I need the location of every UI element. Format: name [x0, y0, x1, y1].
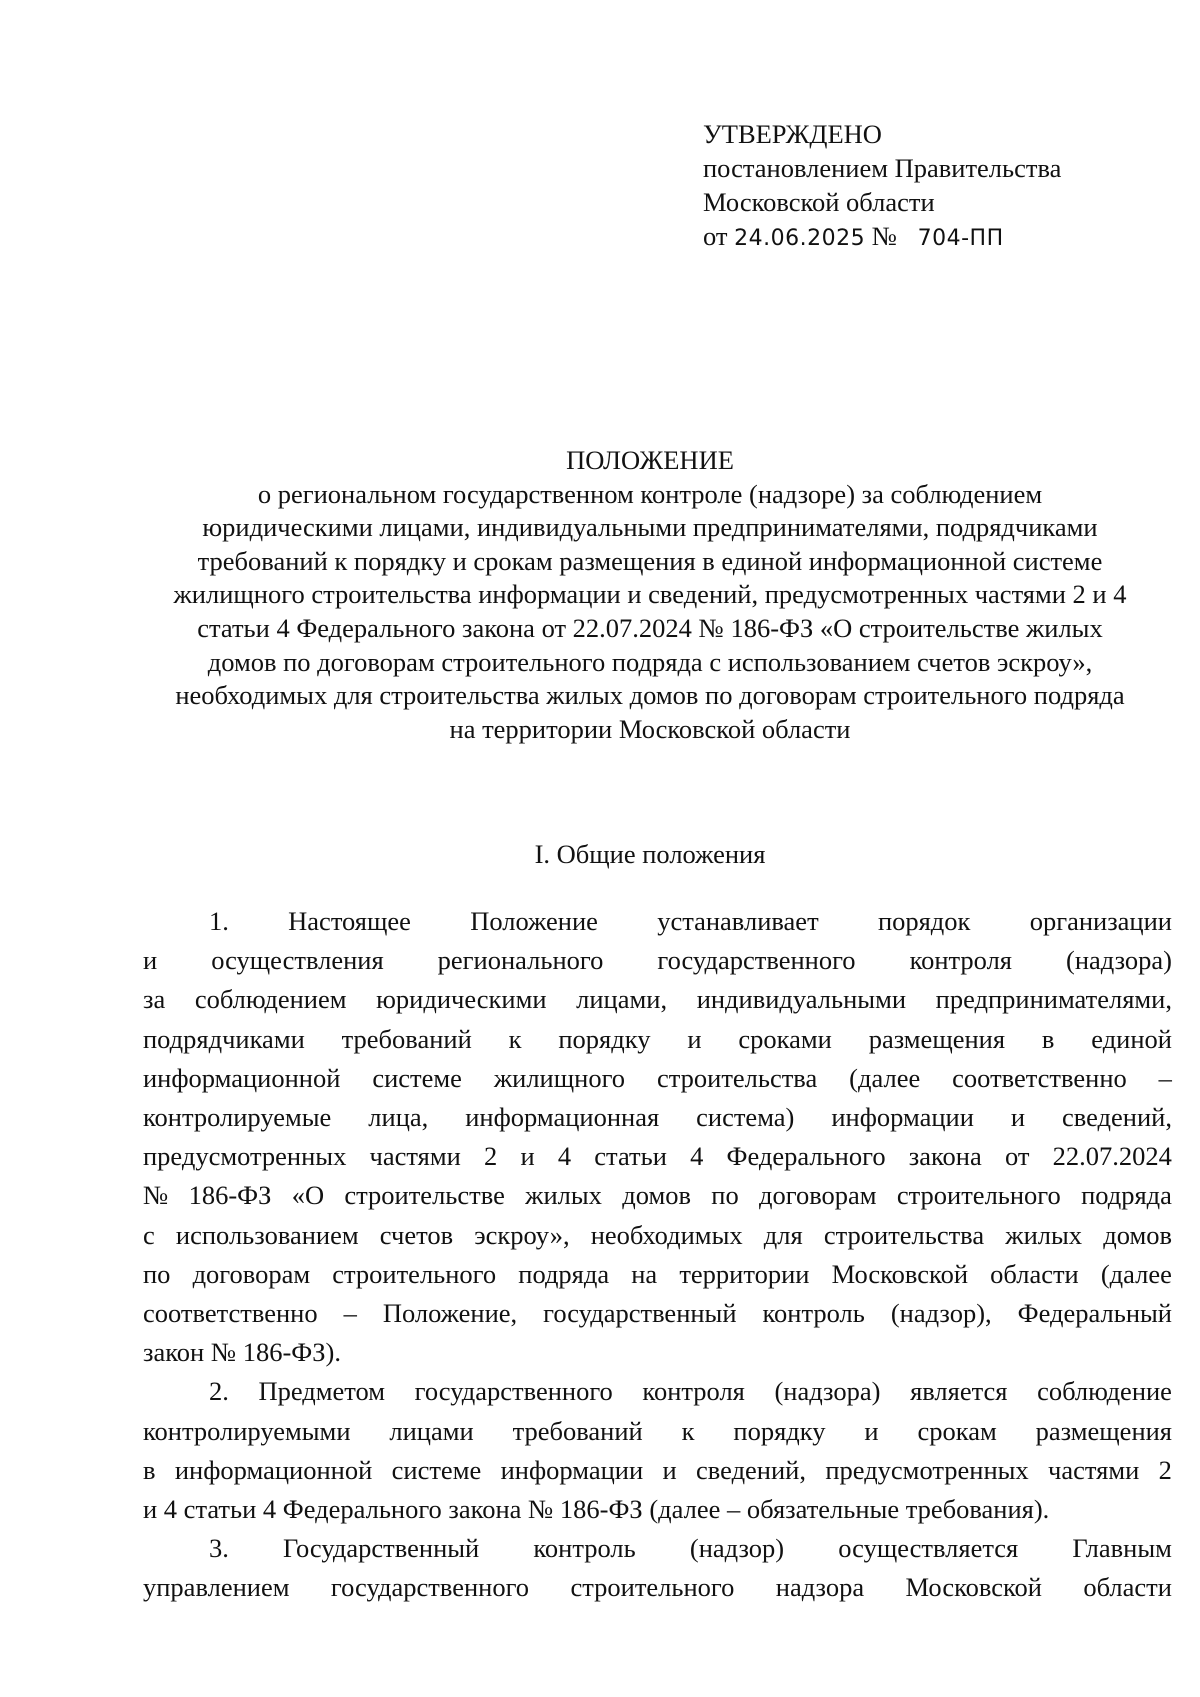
- word: строительства: [823, 1219, 985, 1250]
- word: соответственно: [143, 1298, 318, 1329]
- word: к: [508, 1023, 522, 1054]
- word: управлением: [143, 1572, 290, 1603]
- word: 2: [1158, 1454, 1172, 1485]
- word: и: [520, 1141, 535, 1172]
- word: (надзор),: [890, 1298, 992, 1329]
- text-line: [143, 1098, 1172, 1137]
- approval-date-line: [703, 219, 1061, 256]
- word: организации: [1029, 906, 1172, 936]
- word: соответственно: [952, 1062, 1127, 1093]
- text-line: [143, 1451, 1172, 1490]
- text-line: [143, 941, 1172, 980]
- document-body: [143, 902, 1172, 1608]
- word: порядку: [558, 1023, 651, 1054]
- word: осуществления: [211, 945, 384, 976]
- word: контроль: [762, 1298, 865, 1329]
- word: эскроу»,: [474, 1219, 570, 1250]
- date-prefix: от: [703, 221, 728, 251]
- word: и: [143, 945, 158, 976]
- word: использованием: [175, 1219, 359, 1250]
- word: домов: [1103, 1219, 1172, 1250]
- word: лицами: [389, 1415, 474, 1446]
- word: надзора: [775, 1572, 865, 1603]
- word: домов: [622, 1180, 691, 1211]
- word: требований: [341, 1023, 472, 1054]
- word: Государственный: [283, 1533, 480, 1564]
- word: и: [1010, 1102, 1026, 1133]
- word: счетов: [379, 1219, 454, 1250]
- text-line: [143, 902, 1172, 941]
- paragraph-1: [143, 902, 1172, 1372]
- title-line: на территории Московской области: [449, 713, 851, 744]
- text-line: [143, 1176, 1172, 1215]
- text-line: [143, 1255, 1172, 1294]
- word: подряда: [1081, 1180, 1172, 1211]
- word: жилищного: [493, 1062, 626, 1093]
- word: 4: [690, 1141, 704, 1172]
- word: соблюдением: [194, 984, 347, 1015]
- word: территории: [679, 1258, 810, 1289]
- word: 22.07.2024: [1052, 1141, 1172, 1172]
- word: строительства: [656, 1062, 818, 1093]
- word: информационной: [174, 1454, 373, 1485]
- word: лица,: [368, 1102, 429, 1133]
- word: Предметом: [258, 1376, 386, 1407]
- word: Главным: [1072, 1533, 1172, 1564]
- word: по: [143, 1258, 171, 1289]
- text-line: [143, 1216, 1172, 1255]
- word: и: [864, 1415, 879, 1446]
- approval-line-2: Московской области: [703, 187, 935, 217]
- word: предпринимателями,: [935, 984, 1172, 1015]
- word: –: [1158, 1062, 1172, 1093]
- word: осуществляется: [838, 1533, 1019, 1564]
- document-title: [130, 444, 1170, 746]
- paragraph-3: [143, 1529, 1172, 1607]
- word: строительного: [896, 1180, 1061, 1211]
- word: единой: [1091, 1023, 1172, 1054]
- title-line: статьи 4 Федерального закона от 22.07.2024 № 186-ФЗ «О строительстве жилых: [197, 612, 1103, 643]
- word: области: [1083, 1572, 1172, 1603]
- word: Положение: [470, 906, 598, 936]
- word: контроль: [533, 1533, 636, 1564]
- title-heading: ПОЛОЖЕНИЕ: [566, 445, 734, 475]
- word: (далее: [1100, 1258, 1172, 1289]
- word: сроками: [738, 1023, 832, 1054]
- word: Положение,: [382, 1298, 518, 1329]
- text-line: и 4 статьи 4 Федерального закона № 186-ФЗ (далее – обязательные требования).: [143, 1494, 1050, 1525]
- word: информации: [831, 1102, 974, 1133]
- word: сведений,: [1062, 1102, 1172, 1133]
- word: индивидуальными: [696, 984, 907, 1015]
- text-line: [143, 1568, 1172, 1607]
- word: (надзора): [1066, 945, 1172, 976]
- word: области: [990, 1258, 1079, 1289]
- word: к: [681, 1415, 695, 1446]
- word: по: [711, 1180, 739, 1211]
- word: Московской: [905, 1572, 1042, 1603]
- word: за: [143, 984, 166, 1015]
- paragraph-2: [143, 1372, 1172, 1529]
- word: устанавливает: [657, 906, 819, 936]
- word: «О: [291, 1180, 325, 1211]
- word: порядок: [877, 906, 971, 936]
- word: –: [343, 1298, 357, 1329]
- word: с: [143, 1219, 155, 1250]
- approval-heading: УТВЕРЖДЕНО: [703, 119, 882, 149]
- word: информационная: [465, 1102, 660, 1133]
- word: Настоящее: [288, 906, 411, 936]
- number-stamp: 704-ПП: [917, 226, 1004, 251]
- word: строительного: [332, 1258, 497, 1289]
- word: для: [763, 1219, 803, 1250]
- word: на: [631, 1258, 658, 1289]
- word: (надзора): [774, 1376, 881, 1407]
- title-line: жилищного строительства информации и сведений, предусмотренных частями 2 и 4: [173, 579, 1127, 610]
- word: государственного: [657, 945, 856, 976]
- title-line: домов по договорам строительного подряда с использованием счетов эскроу»,: [207, 646, 1093, 677]
- word: Московской: [831, 1258, 969, 1289]
- word: 2.: [209, 1376, 229, 1407]
- word: контроля: [642, 1376, 745, 1407]
- text-line: закон № 186-ФЗ).: [143, 1337, 341, 1368]
- word: 3.: [209, 1533, 229, 1564]
- number-prefix: №: [871, 221, 897, 251]
- word: частями: [1048, 1454, 1140, 1485]
- word: требований: [512, 1415, 643, 1446]
- word: срокам: [917, 1415, 997, 1446]
- word: размещения: [1035, 1415, 1172, 1446]
- word: система): [696, 1102, 795, 1133]
- section-heading: I. Общие положения: [534, 839, 766, 869]
- word: Федеральный: [1017, 1298, 1172, 1329]
- word: Федерального: [726, 1141, 886, 1172]
- text-line: [143, 1020, 1172, 1059]
- word: №: [143, 1180, 169, 1211]
- word: информационной: [143, 1062, 341, 1093]
- word: необходимых: [590, 1219, 743, 1250]
- word: строительстве: [344, 1180, 505, 1211]
- word: системе: [391, 1454, 482, 1485]
- word: закона: [908, 1141, 982, 1172]
- word: и: [687, 1023, 702, 1054]
- word: жилых: [1005, 1219, 1083, 1250]
- word: 4: [557, 1141, 572, 1172]
- title-line: юридическими лицами, индивидуальными предпринимателями, подрядчиками: [202, 512, 1098, 543]
- word: жилых: [525, 1180, 602, 1211]
- word: сведений,: [696, 1454, 806, 1485]
- word: лицами,: [576, 984, 668, 1015]
- word: государственного: [414, 1376, 613, 1407]
- word: договорам: [192, 1258, 311, 1289]
- title-line: о региональном государственном контроле (надзоре) за соблюдением: [257, 478, 1043, 509]
- word: государственного: [330, 1572, 530, 1603]
- word: частями: [369, 1141, 461, 1172]
- word: подрядчиками: [143, 1023, 305, 1054]
- text-line: [143, 1412, 1172, 1451]
- title-body: [130, 478, 1170, 747]
- approval-line-1: постановлением Правительства: [703, 153, 1062, 183]
- word: юридическими: [376, 984, 547, 1015]
- word: от: [1004, 1141, 1030, 1172]
- word: и: [662, 1454, 677, 1485]
- word: (надзор): [689, 1533, 785, 1564]
- word: строительного: [570, 1572, 735, 1603]
- word: размещения: [868, 1023, 1006, 1054]
- word: (далее: [849, 1062, 921, 1093]
- title-line: требований к порядку и срокам размещения в единой информационной системе: [197, 545, 1103, 576]
- text-line: [143, 1529, 1172, 1568]
- word: предусмотренных: [825, 1454, 1029, 1485]
- word: информации: [500, 1454, 644, 1485]
- word: системе: [372, 1062, 462, 1093]
- word: 1.: [209, 906, 229, 936]
- word: 2: [483, 1141, 498, 1172]
- word: государственный: [543, 1298, 737, 1329]
- word: статьи: [594, 1141, 667, 1172]
- text-line: [143, 1294, 1172, 1333]
- title-line: необходимых для строительства жилых домов по договорам строительного подряда: [175, 680, 1125, 711]
- word: порядку: [733, 1415, 826, 1446]
- word: является: [910, 1376, 1008, 1407]
- date-stamp: 24.06.2025: [734, 226, 866, 251]
- text-line: [143, 1372, 1172, 1411]
- word: подряда: [518, 1258, 610, 1289]
- approval-block: [703, 117, 1061, 256]
- word: контролируемые: [143, 1102, 332, 1133]
- word: предусмотренных: [143, 1141, 347, 1172]
- text-line: [143, 1059, 1172, 1098]
- word: 186-ФЗ: [188, 1180, 272, 1211]
- word: соблюдение: [1037, 1376, 1172, 1407]
- word: договорам: [759, 1180, 877, 1211]
- word: в: [1041, 1023, 1055, 1054]
- word: контроля: [909, 945, 1012, 976]
- text-line: [143, 1137, 1172, 1176]
- word: в: [143, 1454, 156, 1485]
- word: регионального: [437, 945, 604, 976]
- text-line: [143, 980, 1172, 1019]
- word: контролируемыми: [143, 1415, 351, 1446]
